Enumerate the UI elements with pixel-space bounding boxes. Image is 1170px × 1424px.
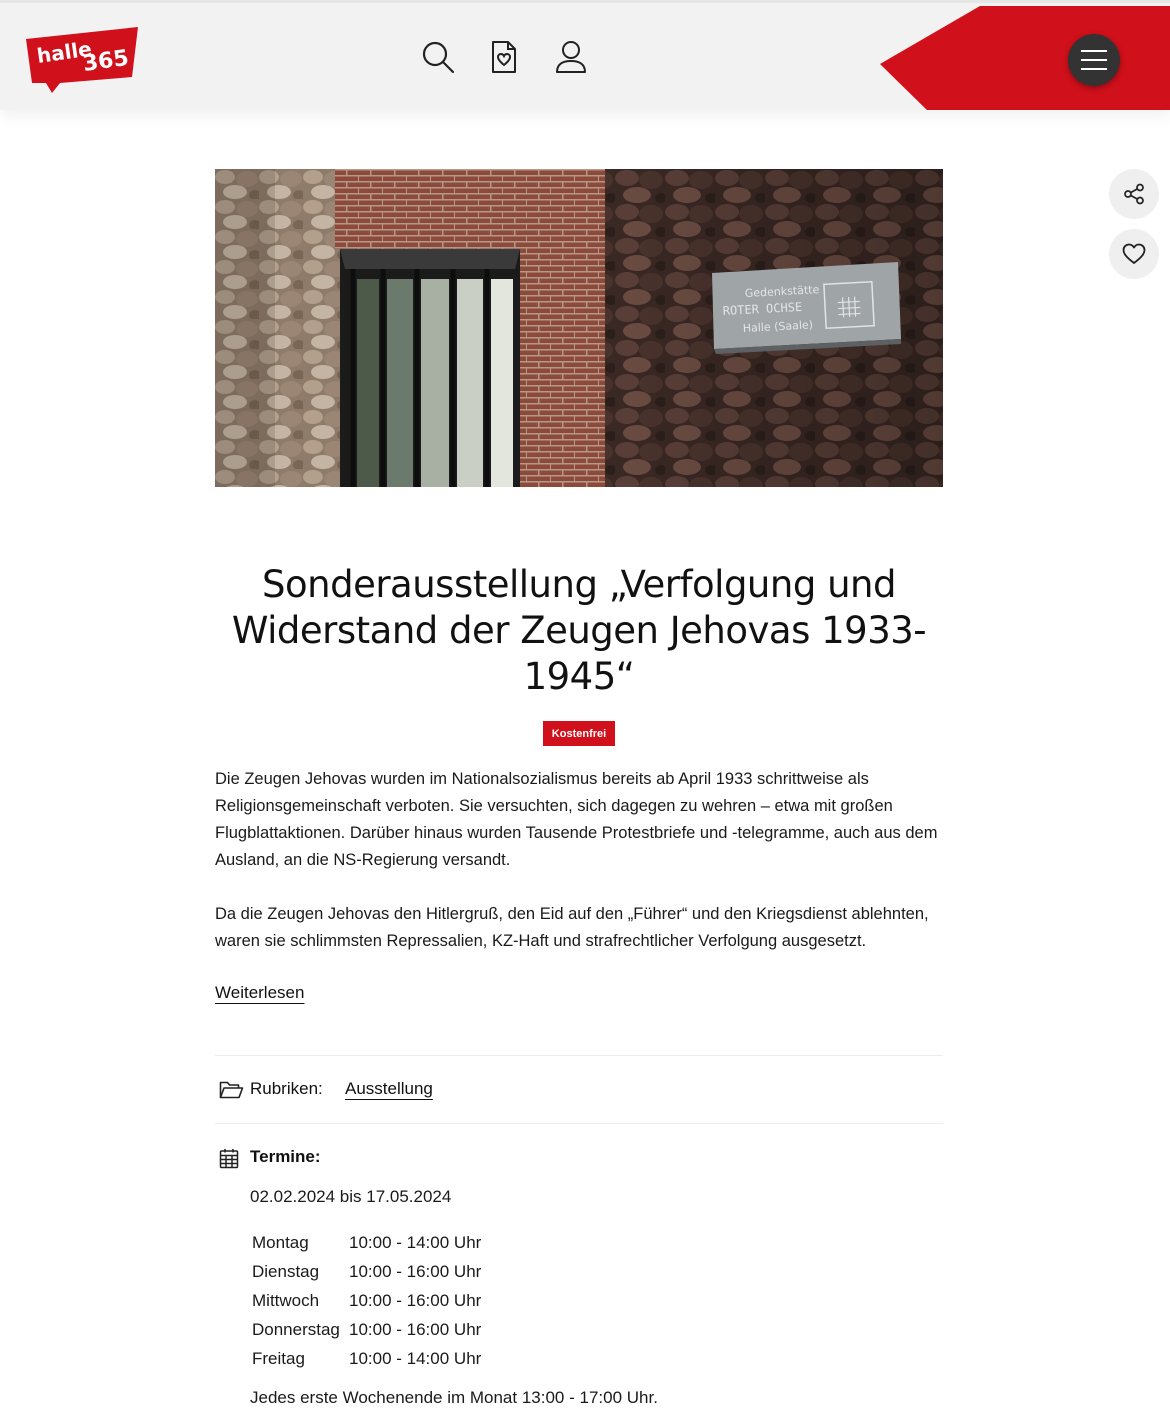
favorite-button[interactable] bbox=[1109, 229, 1159, 279]
table-row bbox=[252, 1315, 481, 1344]
table-row bbox=[252, 1286, 481, 1315]
menu-button[interactable] bbox=[1068, 34, 1120, 86]
divider bbox=[215, 1055, 943, 1056]
user-icon[interactable] bbox=[551, 37, 591, 77]
share-button[interactable] bbox=[1109, 169, 1159, 219]
memorial-plaque bbox=[712, 262, 901, 354]
table-row bbox=[252, 1228, 481, 1257]
day-cell: Montag bbox=[252, 1232, 309, 1252]
heart-icon bbox=[1122, 243, 1146, 265]
schedule-label: Termine: bbox=[250, 1147, 321, 1166]
time-cell: 10:00 - 16:00 Uhr bbox=[349, 1319, 482, 1339]
header-accent-band bbox=[880, 6, 1170, 110]
table-row bbox=[252, 1257, 481, 1286]
logo-text-365: 365 bbox=[81, 45, 131, 77]
event-description-paragraph: Da die Zeugen Jehovas den Hitlergruß, den Eid auf den „Führer“ und den Kriegsdienst ablehnten, waren sie schlimmsten Repressalien, KZ-Haft und strafrechtlicher Verfolgung ausgesetzt. bbox=[215, 905, 929, 950]
schedule-note: Jedes erste Wochenende im Monat 13:00 - 17:00 Uhr. bbox=[250, 1388, 658, 1407]
read-more-link[interactable]: Weiterlesen bbox=[215, 983, 305, 1002]
table-row bbox=[252, 1344, 481, 1373]
day-cell: Freitag bbox=[252, 1348, 305, 1368]
event-hero-image bbox=[215, 169, 943, 487]
day-cell: Mittwoch bbox=[252, 1290, 320, 1310]
opening-hours-table bbox=[252, 1228, 481, 1373]
favorites-list-icon[interactable] bbox=[484, 37, 524, 77]
category-link-ausstellung[interactable]: Ausstellung bbox=[345, 1079, 433, 1098]
time-cell: 10:00 - 16:00 Uhr bbox=[349, 1261, 482, 1281]
divider bbox=[215, 1123, 943, 1124]
time-cell: 10:00 - 14:00 Uhr bbox=[349, 1232, 482, 1252]
site-header bbox=[0, 0, 1170, 110]
event-title: Sonderausstellung „Verfolgung und Widerstand der Zeugen Jehovas 1933-1945“ bbox=[231, 563, 927, 698]
schedule-date-range: 02.02.2024 bis 17.05.2024 bbox=[250, 1187, 452, 1206]
hamburger-icon bbox=[1081, 50, 1107, 52]
time-cell: 10:00 - 14:00 Uhr bbox=[349, 1348, 482, 1368]
folder-icon bbox=[218, 1079, 244, 1101]
logo-text-halle: halle bbox=[35, 36, 94, 68]
price-badge: Kostenfrei bbox=[543, 721, 615, 746]
halle365-logo[interactable] bbox=[24, 25, 140, 93]
search-icon[interactable] bbox=[418, 37, 458, 77]
svg-text:Halle (Saale): Halle (Saale) bbox=[742, 318, 814, 335]
event-description-paragraph: Die Zeugen Jehovas wurden im Nationalsozialismus bereits ab April 1933 schrittweise als Religionsgemeinschaft verboten. Sie versuchten, sich dagegen zu wehren – etwa mit großen Flugblattaktionen. Darüber hinaus wurden Tausende Protestbriefe und -telegramme, auch aus dem Ausland, an die NS-Regierung versandt. bbox=[215, 770, 938, 869]
calendar-icon bbox=[218, 1147, 240, 1169]
svg-text:Gedenkstätte: Gedenkstätte bbox=[744, 283, 820, 300]
svg-text:ROTER OCHSE: ROTER OCHSE bbox=[722, 299, 803, 318]
day-cell: Dienstag bbox=[252, 1261, 320, 1281]
categories-label: Rubriken: bbox=[250, 1079, 323, 1098]
time-cell: 10:00 - 16:00 Uhr bbox=[349, 1290, 482, 1310]
day-cell: Donnerstag bbox=[252, 1319, 340, 1339]
share-icon bbox=[1123, 183, 1145, 205]
